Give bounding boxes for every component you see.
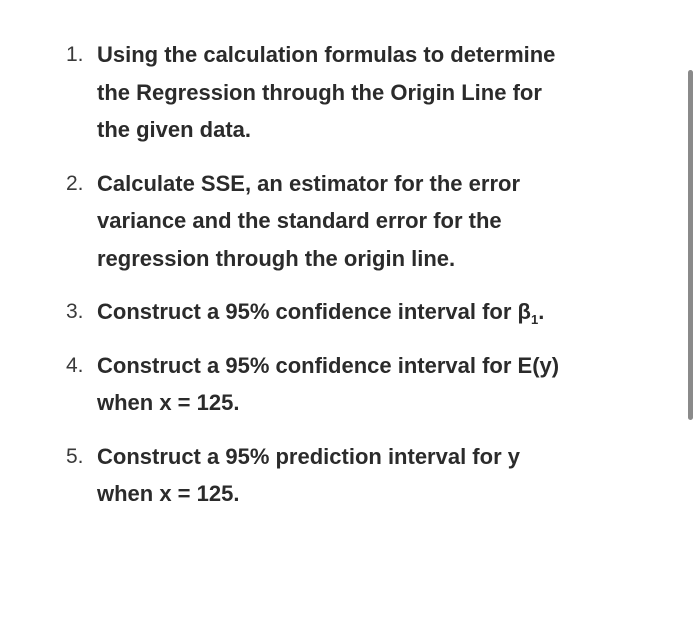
- question-text: Construct a 95% confidence interval for E(y) when x = 125.: [97, 352, 560, 415]
- question-list: [0, 36, 660, 513]
- question-text: Using the calculation formulas to determine the Regression through the Origin Line for the given data.: [97, 42, 556, 142]
- question-number: 2.: [66, 171, 84, 195]
- scrollbar-thumb[interactable]: [688, 70, 693, 420]
- question-text: [97, 293, 567, 331]
- question-text: Calculate SSE, an estimator for the error variance and the standard error for the regression through the origin line.: [97, 170, 521, 271]
- question-item-5: [0, 438, 660, 513]
- question-number: 5.: [66, 444, 84, 468]
- vertical-scrollbar[interactable]: [688, 70, 694, 420]
- question-item-3: [0, 293, 660, 331]
- question-text-end: .: [538, 299, 545, 324]
- question-content: [0, 36, 660, 529]
- question-number: 1.: [66, 43, 84, 66]
- question-item-4: [0, 347, 660, 422]
- question-item-1: [0, 36, 660, 149]
- question-text: Construct a 95% prediction interval for y when x = 125.: [97, 443, 520, 506]
- question-item-2: [0, 165, 660, 278]
- question-number: 3.: [66, 300, 84, 323]
- question-number: 4.: [66, 353, 84, 377]
- question-text-main: Construct a 95% confidence interval for β: [97, 299, 531, 324]
- beta-subscript: 1: [530, 312, 539, 327]
